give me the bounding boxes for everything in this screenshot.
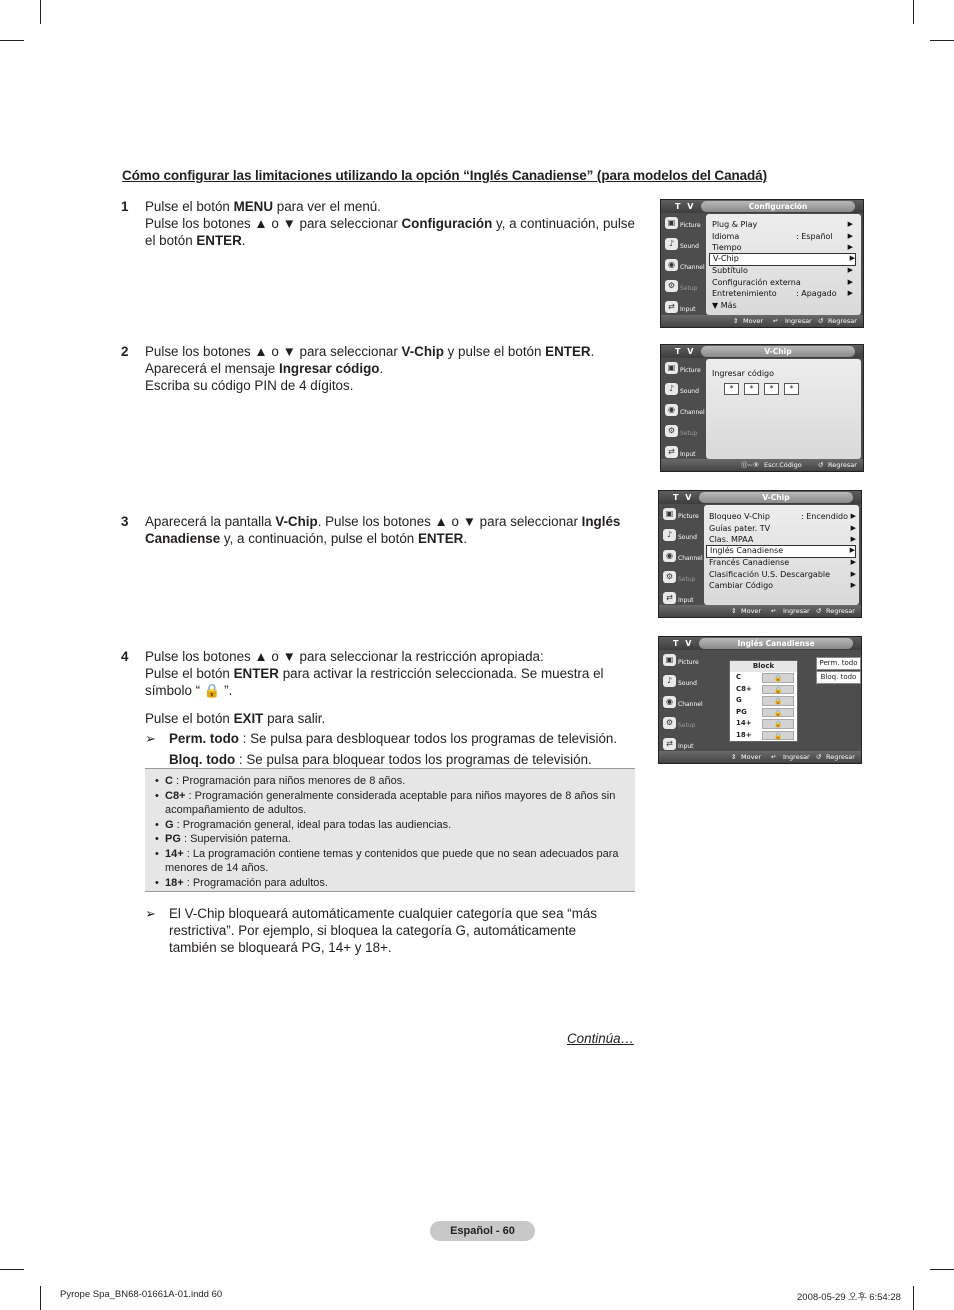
channel-icon: ◉ (663, 550, 676, 562)
tv-screen-configuracion (660, 199, 864, 328)
picture-icon: ▣ (663, 508, 676, 520)
gear-icon: ⚙ (665, 280, 678, 292)
crop-mark (0, 1269, 24, 1270)
sidebar-item-sound[interactable]: ♪ Sound (659, 526, 703, 547)
step-body (145, 343, 637, 394)
sidebar-item-channel[interactable]: ◉ Channel (661, 401, 705, 422)
menu-item[interactable]: Cambiar Código ▶ (709, 581, 856, 590)
menu-panel (704, 505, 859, 605)
crop-mark (40, 0, 41, 24)
sidebar-item-sound[interactable]: ♪ Sound (661, 380, 705, 401)
sidebar-item-setup[interactable]: ⚙ Setup (661, 277, 705, 298)
picture-icon: ▣ (665, 362, 678, 374)
step-number: 3 (121, 514, 129, 529)
step-line: Pulse los botones ▲ o ▼ para seleccionar Configuración y, a continuación, pulse el botón ENTER. (145, 216, 635, 248)
sidebar-item-input[interactable]: ⇄ Input (659, 589, 703, 610)
tv-bottom-bar: ⓪~⑨ Escr.Código ↺ Regresar (661, 459, 863, 471)
return-icon: ↺ (818, 461, 824, 469)
lock-icon: 🔒 (762, 708, 794, 718)
tv-bottom-bar: ⇕ Mover ↵ Ingresar ↺ Regresar (659, 751, 861, 763)
block-row[interactable]: PG 🔒 (730, 707, 797, 719)
step-line: Pulse el botón EXIT para salir. (145, 711, 326, 726)
number-keys-icon: ⓪~⑨ (741, 461, 759, 469)
menu-item-selected[interactable]: Inglés Canadiense ▶ (706, 545, 856, 558)
note-arrow-icon: ➢ (145, 906, 156, 921)
menu-item[interactable]: Subtítulo ▶ (712, 266, 853, 275)
sidebar-item-channel[interactable]: ◉ Channel (659, 547, 703, 568)
enter-icon: ↵ (771, 607, 777, 615)
tv-sidebar (661, 359, 705, 464)
channel-icon: ◉ (663, 696, 676, 708)
tv-sidebar (659, 505, 703, 610)
block-header: Block (730, 661, 797, 672)
step-number: 1 (121, 199, 129, 214)
block-table (729, 660, 798, 742)
note-arrow-icon: ➢ (145, 731, 156, 746)
step-line: Escriba su código PIN de 4 dígitos. (145, 378, 354, 393)
sidebar-item-input[interactable]: ⇄ Input (659, 735, 703, 756)
screen-title: Inglés Canadiense (699, 638, 853, 649)
tv-label: T V (673, 639, 694, 648)
menu-item-selected[interactable]: V-Chip ▶ (709, 253, 856, 266)
step-line: Aparecerá la pantalla V-Chip. Pulse los botones ▲ o ▼ para seleccionar Inglés Canadiense y, a continuación, pulse el botón ENTER. (145, 514, 621, 546)
sidebar-item-picture[interactable]: ▣ Picture (661, 359, 705, 380)
rating-item: • PG : Supervisión paterna. (155, 833, 291, 845)
menu-item[interactable]: Clasificación U.S. Descargable ▶ (709, 569, 856, 579)
tv-sidebar (661, 214, 705, 319)
menu-item[interactable]: Francés Canadiense ▶ (709, 558, 856, 567)
chevron-down-icon: ▼ (712, 301, 721, 310)
rating-item: • 14+ : La programación contiene temas y contenidos que puede que no sean adecuados para menores de 14 años. (155, 847, 619, 874)
step-body (145, 198, 637, 249)
lock-icon: 🔒 (762, 685, 794, 695)
sound-icon: ♪ (663, 675, 676, 687)
step-number: 2 (121, 344, 129, 359)
sidebar-item-picture[interactable]: ▣ Picture (659, 651, 703, 672)
block-row[interactable]: 14+ 🔒 (730, 718, 797, 730)
menu-item[interactable]: Tiempo ▶ (712, 243, 853, 252)
input-icon: ⇄ (665, 301, 678, 313)
tv-bottom-bar: ⇕ Mover ↵ Ingresar ↺ Regresar (659, 605, 861, 617)
lock-icon: 🔒 (762, 731, 794, 741)
sidebar-item-setup[interactable]: ⚙ Setup (659, 568, 703, 589)
bloq-todo-button[interactable]: Bloq. todo (816, 671, 861, 684)
tv-label: T V (675, 347, 696, 356)
menu-item[interactable]: Guías pater. TV ▶ (709, 523, 856, 533)
block-row[interactable]: G 🔒 (730, 695, 797, 707)
crop-mark (913, 0, 914, 24)
page-heading: Cómo configurar las limitaciones utilizando la opción “Inglés Canadiense” (para modelos del Canadá) (122, 168, 767, 183)
picture-icon: ▣ (663, 654, 676, 666)
step-line: Aparecerá el mensaje Ingresar código. (145, 361, 384, 376)
note-bloq-todo: Bloq. todo : Se pulsa para bloquear todos los programas de televisión. (169, 752, 592, 767)
lock-icon: 🔒 (762, 696, 794, 706)
enter-icon: ↵ (773, 317, 779, 325)
updown-icon: ⇕ (733, 317, 739, 325)
crop-mark (930, 40, 954, 41)
input-icon: ⇄ (663, 738, 676, 750)
screen-title: V-Chip (701, 346, 855, 357)
sound-icon: ♪ (663, 529, 676, 541)
step-line: Pulse los botones ▲ o ▼ para seleccionar V-Chip y pulse el botón ENTER. (145, 344, 595, 359)
enter-icon: ↵ (771, 753, 777, 761)
channel-icon: ◉ (665, 259, 678, 271)
input-icon: ⇄ (665, 446, 678, 458)
crop-mark (913, 1286, 914, 1310)
pin-prompt: Ingresar código (712, 369, 775, 378)
return-icon: ↺ (816, 753, 822, 761)
channel-icon: ◉ (665, 404, 678, 416)
perm-todo-button[interactable]: Perm. todo (816, 657, 861, 670)
pin-digit[interactable]: * (724, 383, 739, 395)
step-number: 4 (121, 649, 129, 664)
sound-icon: ♪ (665, 238, 678, 250)
sidebar-item-sound[interactable]: ♪ Sound (659, 672, 703, 693)
sidebar-item-setup[interactable]: ⚙ Setup (661, 422, 705, 443)
sidebar-item-input[interactable]: ⇄ Input (661, 443, 705, 464)
step-line: Pulse los botones ▲ o ▼ para seleccionar la restricción apropiada: (145, 649, 544, 664)
block-row[interactable]: C8+ 🔒 (730, 684, 797, 696)
step-body (145, 513, 637, 547)
crop-mark (930, 1269, 954, 1270)
rating-item: • C8+ : Programación generalmente considerada aceptable para niños mayores de 8 años sin acompañamiento de adultos. (155, 789, 616, 816)
sidebar-item-input[interactable]: ⇄ Input (661, 298, 705, 319)
pin-digit[interactable]: * (784, 383, 799, 395)
menu-item[interactable]: Configuración externa ▶ (712, 277, 853, 287)
step-line: Pulse el botón MENU para ver el menú. (145, 199, 381, 214)
input-icon: ⇄ (663, 592, 676, 604)
gear-icon: ⚙ (663, 717, 676, 729)
footer-left: Pyrope Spa_BN68-01661A-01.indd 60 (60, 1289, 223, 1300)
block-row[interactable]: 18+ 🔒 (730, 730, 797, 742)
continua-link: Continúa… (567, 1031, 634, 1046)
menu-panel (706, 359, 861, 459)
step-line: Pulse el botón ENTER para activar la restricción seleccionada. Se muestra el símbolo “ 🔒 ”. (145, 666, 604, 698)
return-icon: ↺ (816, 607, 822, 615)
lock-icon: 🔒 (762, 673, 794, 683)
ratings-box (145, 768, 635, 892)
rating-item: • C : Programación para niños menores de 8 años. (155, 775, 406, 787)
step-body (145, 648, 637, 768)
menu-item[interactable]: Bloqueo V-Chip : Encendido ▶ (709, 512, 856, 521)
menu-item[interactable]: Idioma : Español ▶ (712, 231, 853, 241)
block-row[interactable]: C 🔒 (730, 672, 797, 684)
tv-sidebar (659, 651, 703, 756)
sidebar-item-channel[interactable]: ◉ Channel (661, 256, 705, 277)
page-number: Español - 60 (430, 1221, 535, 1241)
note-perm-todo: ➢ Perm. todo : Se pulsa para desbloquear todos los programas de televisión. (145, 731, 618, 746)
pin-digit[interactable]: * (744, 383, 759, 395)
gear-icon: ⚙ (665, 425, 678, 437)
menu-item[interactable]: Entretenimiento : Apagado ▶ (712, 289, 853, 298)
lock-icon: 🔒 (762, 719, 794, 729)
return-icon: ↺ (818, 317, 824, 325)
sidebar-item-setup[interactable]: ⚙ Setup (659, 714, 703, 735)
updown-icon: ⇕ (731, 753, 737, 761)
tv-label: T V (673, 493, 694, 502)
tv-screen-vchip-menu (658, 490, 862, 618)
rating-item: • G : Programación general, ideal para todas las audiencias. (155, 818, 452, 831)
sidebar-item-channel[interactable]: ◉ Channel (659, 693, 703, 714)
sidebar-item-picture[interactable]: ▣ Picture (659, 505, 703, 526)
gear-icon: ⚙ (663, 571, 676, 583)
sidebar-item-picture[interactable]: ▣ Picture (661, 214, 705, 235)
sound-icon: ♪ (665, 383, 678, 395)
updown-icon: ⇕ (731, 607, 737, 615)
pin-digit[interactable]: * (764, 383, 779, 395)
rating-item: • 18+ : Programación para adultos. (155, 876, 328, 889)
menu-item-more[interactable]: ▼ Más (712, 301, 737, 310)
picture-icon: ▣ (665, 217, 678, 229)
menu-panel (706, 214, 861, 315)
tv-label: T V (675, 202, 696, 211)
tv-bottom-bar: ⇕ Mover ↵ Ingresar ↺ Regresar (661, 315, 863, 327)
crop-mark (0, 40, 24, 41)
footer-right: 2008-05-29 오후 6:54:28 (797, 1292, 901, 1303)
screen-title: Configuración (701, 201, 855, 212)
sidebar-item-sound[interactable]: ♪ Sound (661, 235, 705, 256)
screen-title: V-Chip (699, 492, 853, 503)
crop-mark (40, 1286, 41, 1310)
tv-screen-vchip-pin (660, 344, 864, 472)
tv-screen-ingles-canadiense (658, 636, 862, 764)
menu-item[interactable]: Clas. MPAA ▶ (709, 535, 856, 544)
menu-item[interactable]: Plug & Play ▶ (712, 220, 853, 229)
